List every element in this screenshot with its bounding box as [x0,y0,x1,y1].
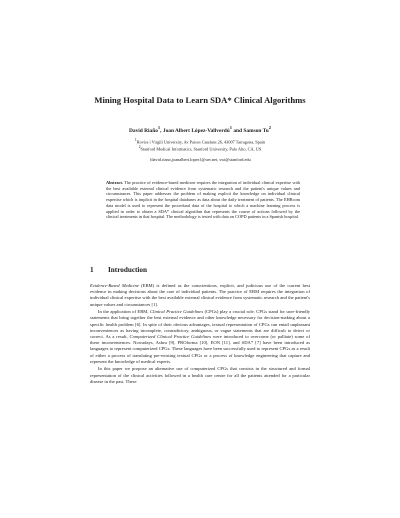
author-name: Joan Albert López-Vallverdú [162,127,230,134]
author-separator: , [160,127,163,134]
author-name: David Riaño [129,127,158,134]
paragraph [90,366,310,385]
affiliation-text: Rovira i Virgili University, Av Paisos Catalans 26, 43007 Tarragona, Spain [136,139,266,145]
paragraph-text: In this paper we propose an alternative use of computerized CPGs that consists in the structured and formal representation of the clinical activities followed in a health care centre for all the patients attended for a particular disease in the past. These [90,366,310,384]
affiliation-mark: 2 [138,145,141,150]
author-name: Samson Tu [243,127,269,134]
affiliation-line [40,138,360,145]
section-heading [90,266,310,275]
affiliation-line [40,145,360,152]
author-affiliation-mark: 2 [268,125,271,130]
affiliation-list [40,138,360,152]
paragraph [90,309,310,365]
paragraph-text: (EBM) is defined as the conscientious, explicit, and judicious use of the current best evidence in making decisions about the care of individual patients. The practice of EBM requires the integration of individual clinical expertise with the best available external clinical evidence from systematic research and the patient's unique values and circumstances [1]. [90,283,310,307]
author-list [40,124,360,135]
author-affiliation-mark: 1 [157,125,161,130]
affiliation-text: Stanford Medical Informatics, Stanford University, Palo Alto, CA, US [140,146,262,152]
affiliation-mark: 1 [134,138,137,142]
term-clinical-practice-guidelines: Clinical Practice Guidelines [149,309,204,315]
paragraph-text: were introduced to overcome (or palliate) some of these inconveniences. Nowadays, Asbru [9], PROforma [10], EON [11], and SDA* [7] have been introduced as languages to represent computerized CPGs. These languages have been successfully used to represent CPGs as a result of either a process of translating pre-existing textual CPGs or a process of knowledge engineering that capture and represent the knowledge of medical experts. [90,334,310,364]
author-affiliation-mark: 1 [229,125,233,130]
paper-title: Mining Hospital Data to Learn SDA* Clinical Algorithms [94,95,306,105]
paragraph-text: (CPGs) play a crucial role. CPGs stand for user-friendly statements that bring together the best external evidence and other knowledge necessary for decision-making about a specific health problem [6]. In spite of their obvious advantages, textual representation of CPGs can entail unpleasant inconveniences as having incomplete, contradictory, ambiguous, or vague statements that are difficult to detect or correct. As a result, [90,309,311,340]
author-emails: {david.riano,joanalbert.lopez}@urv.net, swt@stanford.edu [149,157,251,162]
body-text [90,283,310,386]
abstract-text: The practice of evidence-based medicine requires the integration of individual clinical expertise with the best available external clinical evidence from systematic research and the patient's unique values and circumstances. This paper addresses the problem of making explicit the knowledge on individual clinical expertise which is implicit in the hospital databases as data about the daily treatment of patients. The EHRcom data model is used to represent the procedural data of the hospital to which a machine learning process is applied in order to obtain a SDA* clinical algorithm that represents the course of actions followed by the clinical treatments in that hospital. The methodology is tested with data on COPD patients in a Spanish hospital. [106,180,300,220]
paragraph [90,283,310,308]
abstract [106,180,300,220]
term-computerized-cpg: Computerized Clinical Practice Guidelines [129,334,212,340]
abstract-label: Abstract. [106,180,124,185]
section-title: Introduction [108,266,148,274]
author-separator: and [232,127,244,134]
term-evidence-based-medicine: Evidence-Based Medicine [90,283,139,288]
paragraph-text: In the application of EBM, [98,309,150,315]
section-number: 1 [90,266,94,274]
